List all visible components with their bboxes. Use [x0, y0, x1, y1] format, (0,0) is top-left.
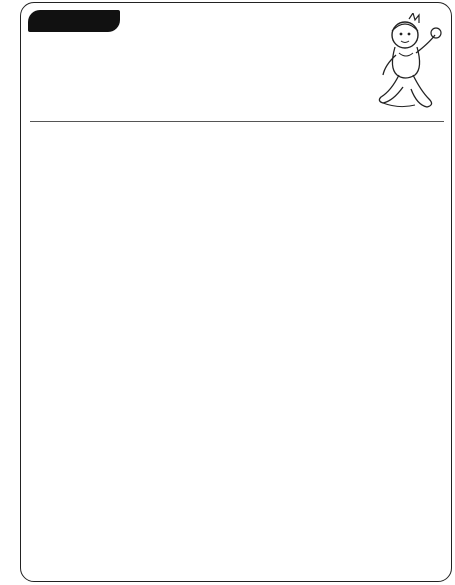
section-divider	[30, 121, 444, 122]
story-intro	[30, 43, 368, 117]
story-title	[141, 10, 331, 34]
story-frame	[20, 2, 452, 582]
side-footer	[2, 300, 16, 580]
story-body	[30, 117, 444, 577]
baby-krishna-icon	[369, 13, 449, 113]
category-tab	[28, 10, 120, 32]
